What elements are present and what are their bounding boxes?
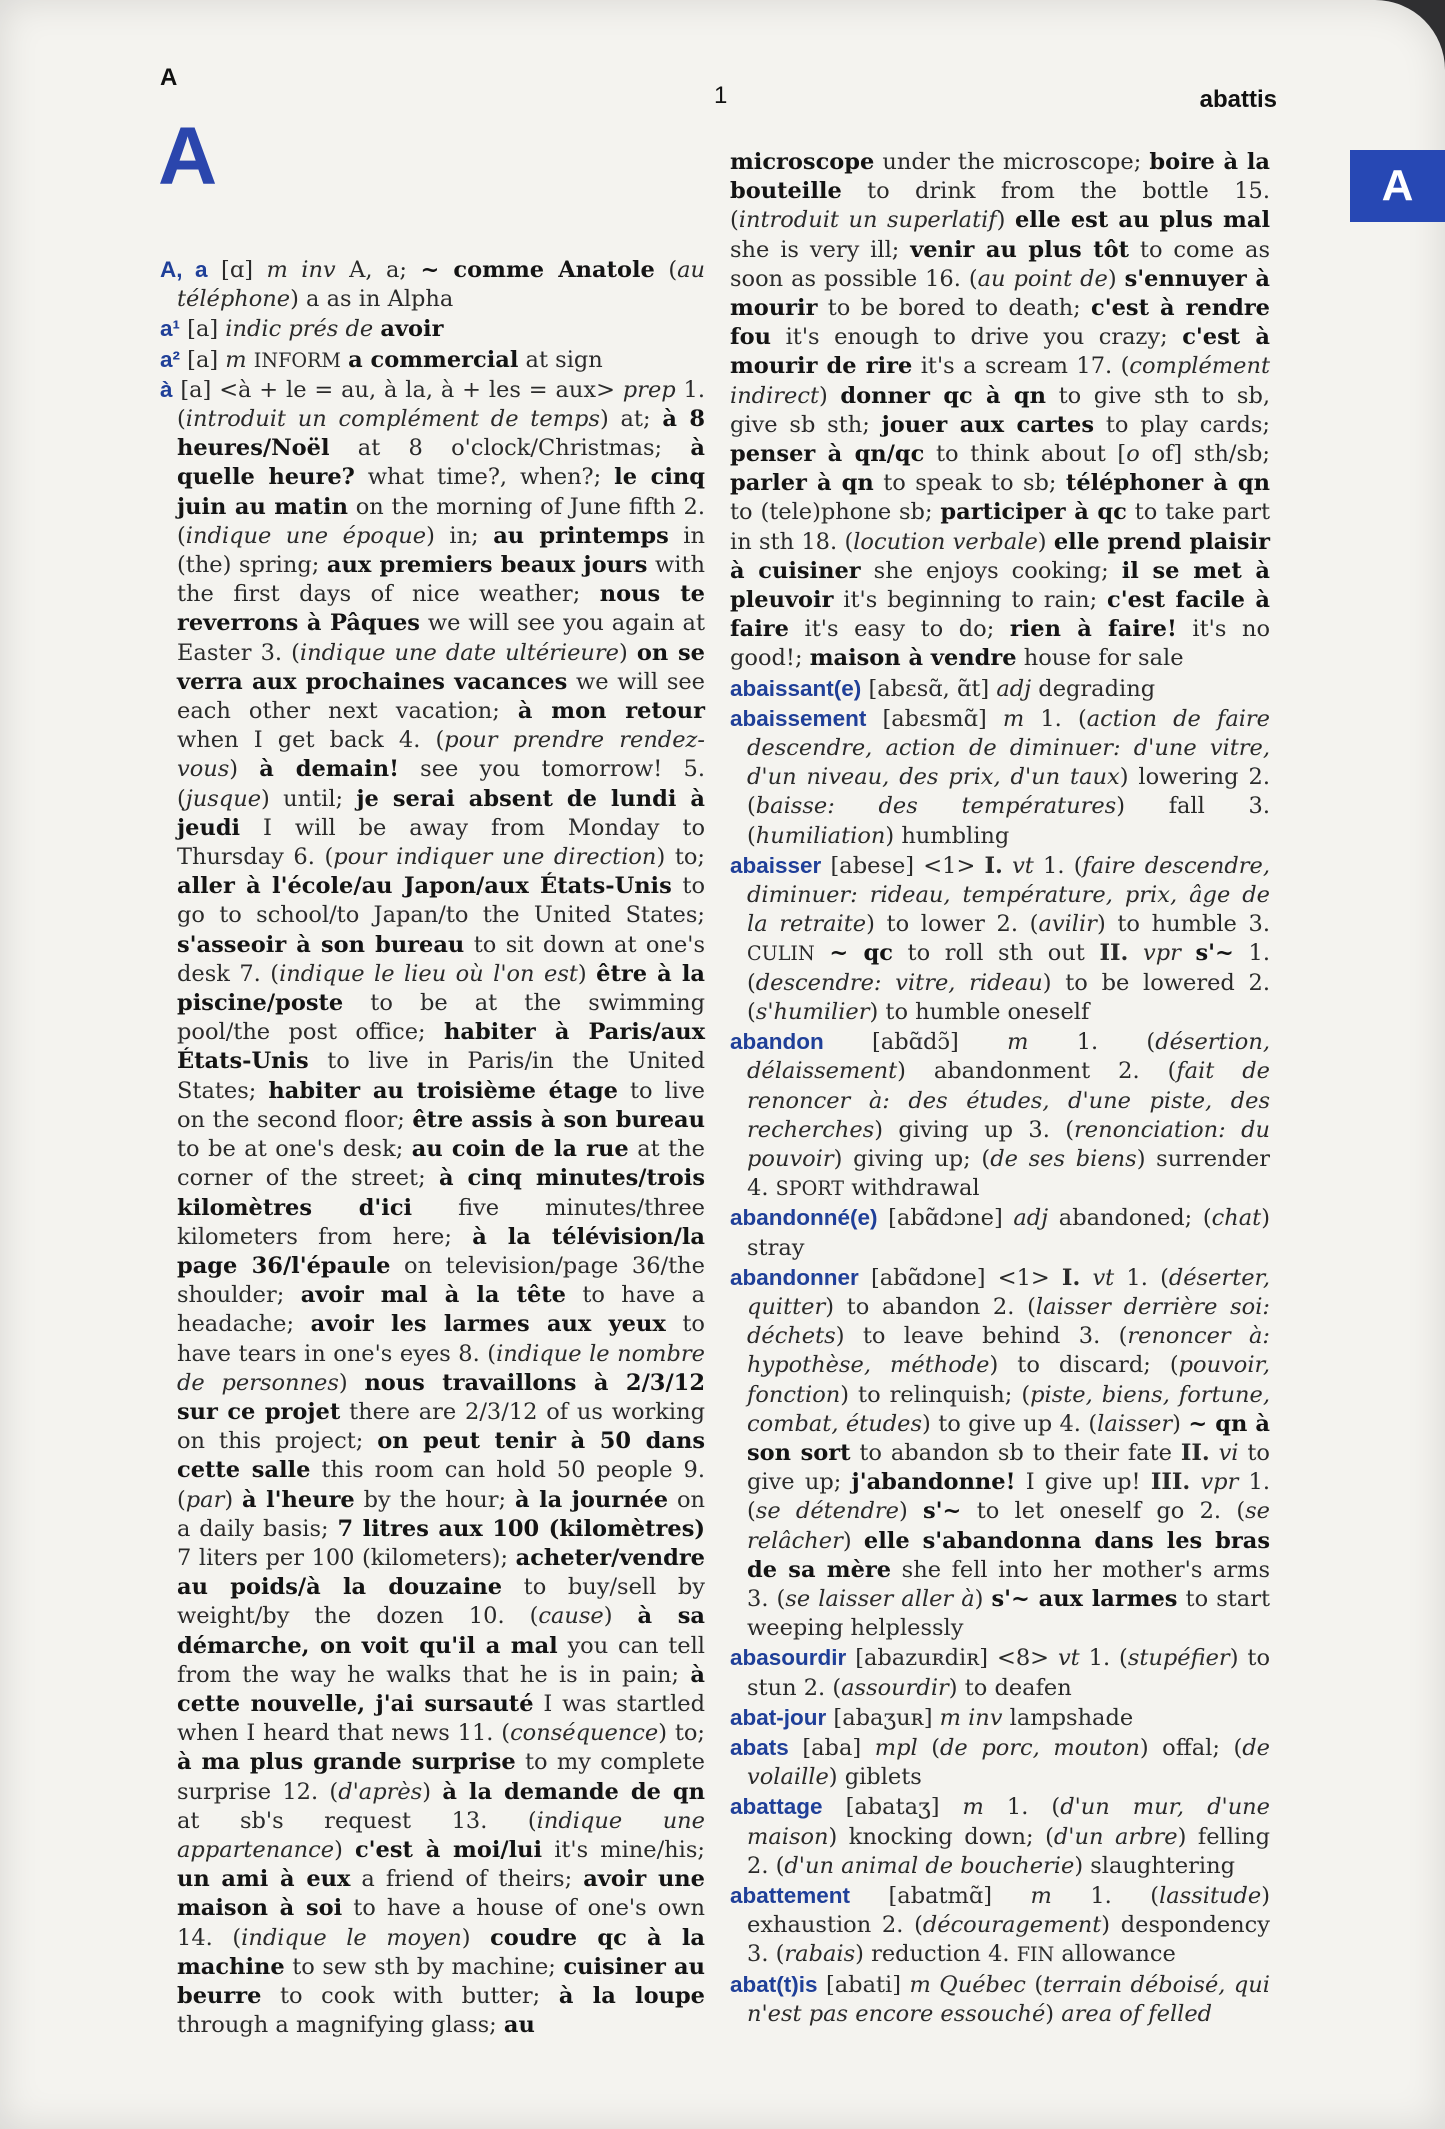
left-column (160, 255, 705, 2040)
page-number: 1 (714, 82, 728, 109)
dictionary-entry: abats [aba] mpl (de porc, mouton) offal; (de volaille) giblets (730, 1734, 1270, 1791)
dictionary-entry: abasourdir [abazuʀdiʀ] <8> vt 1. (stupéfier) to stun 2. (assourdir) to deafen (730, 1645, 1270, 1701)
dictionary-entry: abandonner [abɑ̃dɔne] <1> I. vt 1. (déserter, quitter) to abandon 2. (laisser derrière soi: déchets) to leave behind 3. (renoncer à: hypothèse, méthode) to discard; (pouvoir, fonction) to relinquish; (piste, biens, fortune, combat, études) to give up 4. (laisser) ~ qn à son sort to abandon sb to their fate II. vi to give up; j'abandonne! I give up! III. vpr 1. (se détendre) s'~ to let oneself go 2. (se relâcher) elle s'abandonna dans les bras de sa mère she fell into her mother's arms 3. (se laisser aller à) s'~ aux larmes to start weeping helplessly (730, 1264, 1271, 1642)
dictionary-entry: à [a] <à + le = au, à la, à + les = aux> prep 1. (introduit un complément de temps) at; à 8 heures/Noël at 8 o'clock/Christmas; à quelle heure? what time?, when?; le cinq juin au matin on the morning of June fifth 2. (indique une époque) in; au printemps in (the) spring; aux premiers beaux jours with the first days of nice weather; nous te reverrons à Pâques we will see you again at Easter 3. (indique une date ultérieure) on se verra aux prochaines vacances we will see each other next vacation; à mon retour when I get back 4. (pour prendre rendez-vous) à demain! see you tomorrow! 5. (jusque) until; je serai absent de lundi à jeudi I will be away from Monday to Thursday 6. (pour indiquer une direction) to; aller à l'école/au Japon/aux États-Unis to go to school/to Japan/to the United States; s'asseoir à son bureau to sit down at one's desk 7. (indique le lieu où l'on est) être à la piscine/poste to be at the swimming pool/the post office; habiter à Paris/aux États-Unis to live in Paris/in the United States; habiter au troisième étage to live on the second floor; être assis à son bureau to be at one's desk; au coin de la rue at the corner of the street; à cinq minutes/trois kilomètres d'ici five minutes/three kilometers from here; à la télévision/la page 36/l'épaule on television/page 36/the shoulder; avoir mal à la tête to have a headache; avoir les larmes aux yeux to have tears in one's eyes 8. (indique le nombre de personnes) nous travaillons à 2/3/12 sur ce projet there are 2/3/12 of us working on this project; on peut tenir à 50 dans cette salle this room can hold 50 people 9. (par) à l'heure by the hour; à la journée on a daily basis; 7 litres aux 100 (kilomètres) 7 liters per 100 (kilometers); acheter/vendre au poids/à la douzaine to buy/sell by weight/by the dozen 10. (cause) à sa démarche, on voit qu'il a mal you can tell from the way he walks that he is in pain; à cette nouvelle, j'ai sursauté I was startled when I heard that news 11. (conséquence) to; à ma plus grande surprise to my complete surprise 12. (d'après) à la demande de qn at sb's request 13. (indique une appartenance) c'est à moi/lui it's mine/his; un ami à eux a friend of theirs; avoir une maison à soi to have a house of one's own 14. (indique le moyen) coudre qc à la machine to sew sth by machine; cuisiner au beurre to cook with butter; à la loupe through a magnifying glass; au (160, 376, 706, 2039)
dictionary-entry: a² [a] m INFORM a commercial at sign (160, 346, 603, 373)
dictionary-entry: abaissant(e) [abɛsɑ̃, ɑ̃t] adj degrading (730, 675, 1156, 702)
dictionary-entry: abat-jour [abaʒuʀ] m inv lampshade (730, 1704, 1134, 1731)
dictionary-entry: abat(t)is [abati] m Québec (terrain déboisé, qui n'est pas encore essouché) area of felled (730, 1971, 1270, 2027)
dictionary-entry: abaisser [abese] <1> I. vt 1. (faire descendre, diminuer: rideau, température, prix, âge de la retraite) to lower 2. (avilir) to humble 3. CULIN ~ qc to roll sth out II. vpr s'~ 1. (descendre: vitre, rideau) to be lowered 2. (s'humilier) to humble oneself (730, 852, 1271, 1025)
guide-word: abattis (1199, 86, 1277, 113)
section-letter: A (158, 111, 218, 202)
dictionary-entry: A, a [ɑ] m inv A, a; ~ comme Anatole (au téléphone) a as in Alpha (160, 257, 706, 313)
dictionary-entry: microscope under the microscope; boire à la bouteille to drink from the bottle 15. (introduit un superlatif) elle est au plus mal she is very ill; venir au plus tôt to come as soon as possible 16. (au point de) s'ennuyer à mourir to be bored to death; c'est à rendre fou it's enough to drive you crazy; c'est à mourir de rire it's a scream 17. (complément indirect) donner qc à qn to give sth to sb, give sb sth; jouer aux cartes to play cards; penser à qn/qc to think about [o of] sth/sb; parler à qn to speak to sb; téléphoner à qn to (tele)phone sb; participer à qc to take part in sth 18. (locution verbale) elle prend plaisir à cuisiner she enjoys cooking; il se met à pleuvoir it's beginning to rain; c'est facile à faire it's easy to do; rien à faire! it's no good!; maison à vendre house for sale (730, 149, 1271, 672)
dictionary-entry: a¹ [a] indic prés de avoir (160, 316, 444, 343)
dictionary-entry: abattage [abataʒ] m 1. (d'un mur, d'une maison) knocking down; (d'un arbre) felling 2. (d'un animal de boucherie) slaughtering (730, 1794, 1270, 1879)
dictionary-entry: abaissement [abɛsmɑ̃] m 1. (action de faire descendre, action de diminuer: d'une vitre, d'un niveau, des prix, d'un taux) lowering 2. (baisse: des températures) fall 3. (humiliation) humbling (730, 705, 1270, 849)
right-column (730, 148, 1270, 2029)
dictionary-entry: abandonné(e) [abɑ̃dɔne] adj abandoned; (chat) stray (730, 1205, 1270, 1261)
dictionary-entry: abandon [abɑ̃dɔ̃] m 1. (désertion, délaissement) abandonment 2. (fait de renoncer à: des études, d'une piste, des recherches) giving up 3. (renonciation: du pouvoir) giving up; (de ses biens) surrender 4. SPORT withdrawal (730, 1029, 1270, 1202)
running-head-letter: A (160, 64, 178, 91)
thumb-index-tab: A (1350, 150, 1445, 222)
dictionary-entry: abattement [abatmɑ̃] m 1. (lassitude) exhaustion 2. (découragement) despondency 3. (rabais) reduction 4. FIN allowance (730, 1882, 1270, 1968)
